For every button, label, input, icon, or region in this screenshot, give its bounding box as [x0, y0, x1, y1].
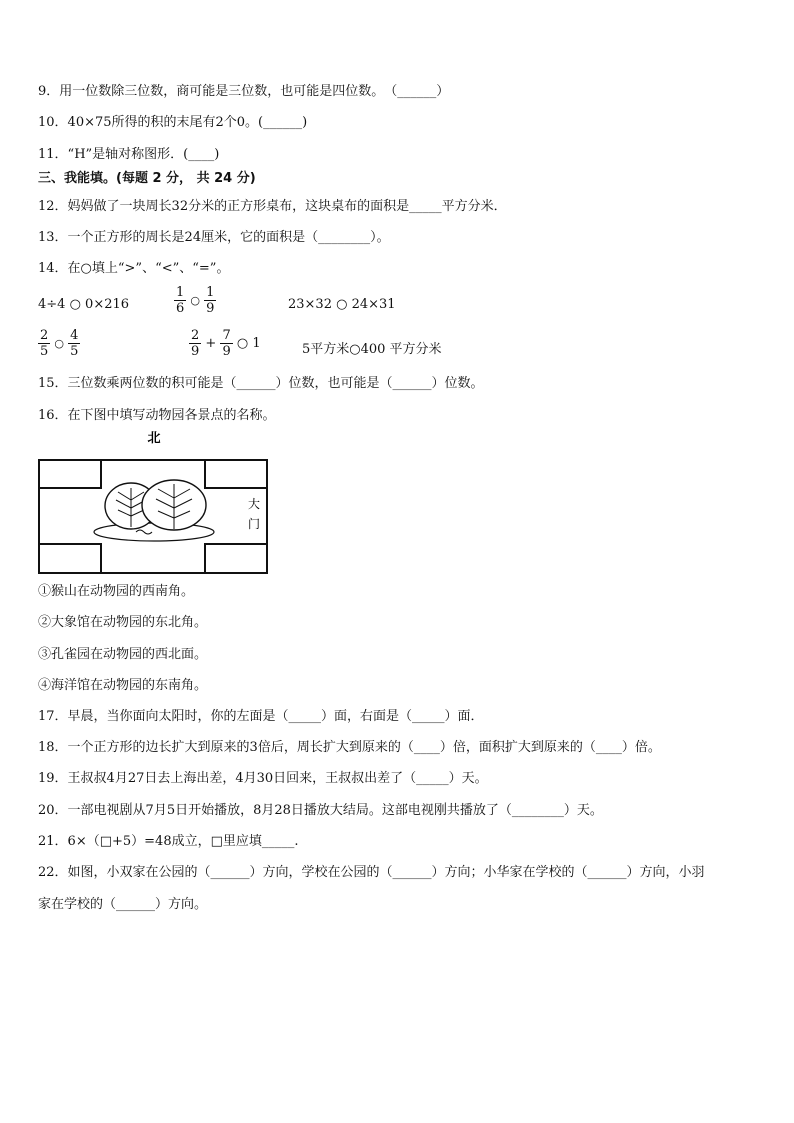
question-9: 9．用一位数除三位数，商可能是三位数，也可能是四位数。 （______） — [38, 84, 450, 99]
fraction: $\frac{7}{9}$ — [222, 328, 231, 359]
question-20: 20．一部电视剧从7月5日开始播放，8月28日播放大结局。这部电视刚共播放了（________）天。 — [38, 803, 603, 818]
north-label: 北 — [147, 431, 161, 446]
question-21: 21．6×（□+5）=48成立，□里应填_____. — [38, 834, 299, 849]
lake-and-trees-illustration — [94, 480, 214, 541]
map-item-4: ④海洋馆在动物园的东南角。 — [38, 678, 208, 693]
compare-item-b: $\frac{1}{6}$ ○ $\frac{1}{9}$ — [176, 285, 215, 316]
map-item-1: ①猴山在动物园的西南角。 — [38, 584, 195, 599]
compare-item-e: $\frac{2}{9}$ + $\frac{7}{9}$ ○ 1 — [191, 328, 261, 359]
fraction: $\frac{2}{5}$ — [40, 328, 49, 359]
question-16: 16．在下图中填写动物园各景点的名称。 — [38, 408, 276, 423]
compare-item-f: 5平方米○400 平方分米 — [302, 342, 442, 357]
southwest-block — [39, 544, 101, 573]
gate-label-1: 大 — [247, 497, 261, 511]
question-14: 14．在○填上“>”、“<”、“=”。 — [38, 261, 230, 276]
compare-item-d: $\frac{2}{5}$ ○ $\frac{4}{5}$ — [40, 328, 79, 359]
question-12: 12．妈妈做了一块周长32分米的正方形桌布，这块桌布的面积是_____平方分米． — [38, 199, 507, 214]
fraction: $\frac{1}{6}$ — [176, 285, 185, 316]
northeast-block — [205, 460, 267, 488]
question-18: 18．一个正方形的边长扩大到原来的3倍后，周长扩大到原来的（____）倍，面积扩大到原来的（____）倍。 — [38, 740, 661, 755]
question-15: 15．三位数乘两位数的积可能是（______）位数，也可能是（______）位数。 — [38, 376, 484, 391]
question-19: 19．王叔叔4月27日去上海出差，4月30日回来，王叔叔出差了（_____）天。 — [38, 771, 488, 786]
section-3-heading: 三、我能填。(每题 2 分， 共 24 分) — [38, 171, 256, 186]
compare-item-a: 4÷4 ○ 0×216 — [38, 297, 130, 312]
zoo-map — [36, 428, 272, 578]
fraction: $\frac{4}{5}$ — [70, 328, 79, 359]
question-22-line-1: 22．如图，小双家在公园的（______）方向，学校在公园的（______）方向；小华家在学校的（______）方向，小羽 — [38, 865, 705, 880]
northwest-block — [39, 460, 101, 488]
question-13: 13．一个正方形的周长是24厘米，它的面积是（________）。 — [38, 230, 390, 245]
fraction: $\frac{1}{9}$ — [206, 285, 215, 316]
gate-label-2: 门 — [247, 517, 261, 531]
map-item-3: ③孔雀园在动物园的西北面。 — [38, 647, 208, 662]
question-10: 10．40×75所得的积的末尾有2个0。(______) — [38, 115, 308, 130]
compare-item-c: 23×32 ○ 24×31 — [288, 297, 396, 312]
fraction: $\frac{2}{9}$ — [191, 328, 200, 359]
question-11: 11．“H”是轴对称图形．(____) — [38, 147, 220, 162]
question-17: 17．早晨，当你面向太阳时，你的左面是（_____）面，右面是（_____）面． — [38, 709, 484, 724]
question-22-line-2: 家在学校的（______）方向。 — [38, 897, 208, 912]
southeast-block — [205, 544, 267, 573]
map-item-2: ②大象馆在动物园的东北角。 — [38, 615, 208, 630]
